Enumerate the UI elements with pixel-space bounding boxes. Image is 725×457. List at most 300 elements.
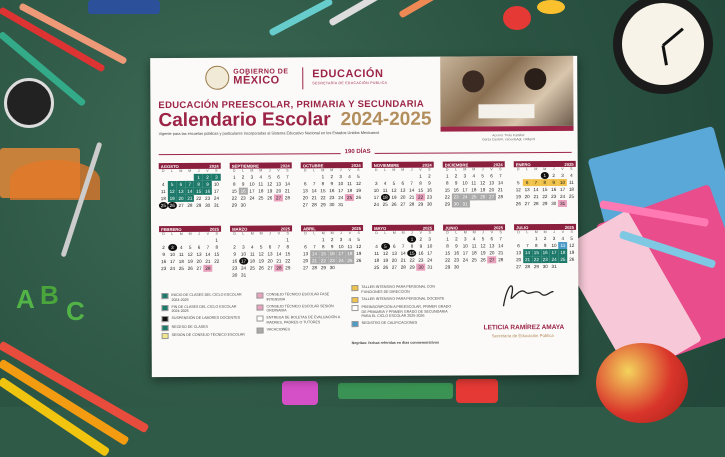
day-cell: 2 (428, 173, 431, 179)
day-cell: 6 (277, 174, 280, 180)
day-cell: 4 (250, 244, 254, 250)
day-cell: 23 (551, 193, 557, 200)
day-cell: 17 (559, 186, 566, 192)
day-cell: 26 (356, 258, 362, 264)
day-cell: 18 (560, 249, 566, 255)
day-cell: 19 (569, 249, 575, 255)
day-cell: 30 (205, 202, 211, 208)
weekday-label: J (268, 168, 271, 173)
mexico-seal-icon (205, 66, 229, 90)
day-cell: 14 (400, 250, 406, 256)
day-cell: 26 (382, 264, 389, 270)
day-cell: 21 (400, 257, 406, 263)
day-cell: 1 (446, 236, 449, 242)
weekday-label: J (481, 167, 484, 172)
day-cell (186, 237, 195, 244)
day-cell: 4 (375, 243, 378, 249)
weekday-label: L (384, 230, 387, 235)
month-julio (514, 224, 576, 270)
weekday-label: M (321, 168, 325, 173)
day-cell: 17 (462, 187, 468, 193)
day-cell: 8 (321, 181, 325, 187)
day-cell: 19 (515, 194, 521, 200)
day-cell: 29 (285, 265, 291, 271)
day-cell: 10 (373, 187, 379, 193)
week-row (301, 264, 363, 271)
day-cell: 27 (400, 201, 406, 207)
day-cell: 30 (453, 264, 460, 270)
day-cell: 12 (258, 251, 264, 257)
day-cell: 18 (258, 188, 264, 194)
weekday-label: M (472, 230, 476, 235)
weekday-label: D (445, 167, 449, 172)
day-cell (177, 237, 186, 244)
day-cell (390, 236, 399, 243)
day-cell (337, 264, 346, 271)
day-cell: 11 (382, 187, 388, 193)
day-cell: 9 (233, 251, 236, 257)
day-cell: 7 (532, 179, 541, 186)
day-cell: 17 (249, 188, 255, 194)
paint-cup (537, 0, 565, 14)
day-cell: 5 (516, 180, 520, 186)
header-divider (302, 67, 303, 89)
day-cell (514, 235, 523, 242)
gob-big-text: MÉXICO (233, 74, 280, 87)
day-cell: 21 (276, 258, 282, 264)
day-cell: 24 (462, 194, 468, 200)
day-cell: 16 (542, 250, 548, 256)
day-cell: 8 (540, 179, 549, 186)
compass (4, 78, 54, 128)
day-cell: 19 (267, 188, 273, 194)
weekday-label: S (357, 231, 360, 236)
day-cell (496, 263, 505, 270)
day-cell: 20 (303, 258, 309, 264)
day-cell: 14 (187, 188, 193, 194)
weekday-label: L (455, 167, 458, 172)
weekday-label: V (561, 229, 565, 234)
day-cell: 1 (321, 174, 325, 180)
day-cell: 28 (284, 195, 291, 201)
day-cell: 26 (169, 202, 175, 209)
month-year: 2025 (422, 225, 433, 231)
month-abril (301, 225, 363, 271)
legend-swatch (351, 297, 358, 303)
day-cell: 7 (499, 173, 502, 179)
day-cell: 4 (259, 174, 263, 180)
day-cell: 24 (551, 256, 557, 263)
day-cell: 2 (455, 236, 458, 242)
day-cell: 30 (426, 201, 433, 207)
day-cell: 23 (329, 258, 335, 264)
day-cell: 22 (445, 257, 451, 263)
day-cell: 4 (472, 236, 476, 242)
weekday-label: S (499, 230, 502, 235)
day-cell (381, 173, 390, 180)
legend-note: Negritas: fechas referidas en días conmemorativos (351, 340, 439, 346)
day-cell: 5 (357, 174, 360, 180)
day-cell: 11 (568, 179, 574, 185)
weekday-label: J (339, 168, 342, 173)
day-cell (567, 200, 576, 207)
day-cell: 4 (179, 244, 183, 250)
day-cell (212, 265, 221, 272)
day-cell: 2 (419, 236, 423, 242)
day-cell: 9 (203, 181, 212, 188)
day-cell: 31 (427, 264, 433, 270)
weekday-label: M (463, 167, 467, 172)
day-cell: 11 (558, 242, 567, 249)
day-cell: 8 (419, 180, 422, 186)
day-cell: 13 (400, 187, 406, 193)
day-cell (389, 173, 398, 180)
weekday-label: M (259, 168, 263, 173)
day-cell: 3 (463, 236, 467, 242)
legend-item (256, 304, 344, 313)
day-cell: 3 (212, 174, 221, 181)
weekday-label: M (401, 230, 405, 235)
day-cell: 14 (276, 251, 282, 257)
day-cell: 23 (329, 195, 335, 201)
day-cell: 9 (454, 180, 458, 186)
photo-bar (441, 126, 574, 132)
day-cell: 17 (551, 249, 557, 256)
week-row (514, 200, 576, 207)
signature-role: Secretaria de Educación Pública (491, 333, 554, 339)
day-cell: 19 (187, 258, 193, 264)
weekday-label: L (313, 231, 316, 236)
day-cell: 24 (169, 265, 176, 272)
day-cell: 16 (453, 250, 460, 256)
day-cell: 27 (303, 265, 309, 271)
day-cell (345, 201, 354, 208)
day-cell: 11 (258, 181, 264, 187)
day-cell: 1 (194, 174, 203, 181)
day-cell: 25 (560, 256, 566, 262)
day-cell: 4 (161, 182, 165, 188)
day-cell: 10 (249, 181, 255, 187)
day-cell: 20 (302, 195, 308, 201)
day-cell: 19 (480, 250, 486, 256)
day-cell: 5 (188, 244, 192, 250)
day-cell: 16 (329, 188, 335, 194)
day-cell: 4 (570, 172, 573, 178)
day-cell: 25 (568, 193, 575, 199)
day-cell: 12 (267, 181, 273, 187)
day-cell: 9 (162, 252, 165, 258)
legend-text: SUSPENSIÓN DE LABORES DOCENTES (171, 315, 241, 321)
day-cell: 19 (258, 258, 264, 264)
day-cell: 29 (542, 201, 548, 207)
day-cell: 31 (560, 200, 566, 206)
apple (596, 343, 688, 423)
day-cell: 11 (471, 243, 477, 249)
weekday-label: D (233, 231, 236, 236)
day-cell: 6 (490, 236, 494, 242)
day-cell: 12 (187, 251, 193, 257)
day-cell: 20 (488, 187, 495, 193)
letter-b: B (40, 280, 59, 310)
day-cell: 18 (178, 258, 184, 264)
day-cell: 17 (338, 251, 344, 257)
day-cell: 1 (445, 173, 449, 179)
legend-swatch (352, 321, 359, 327)
weekday-label: M (534, 167, 538, 172)
day-cell: 7 (286, 174, 289, 180)
calendar-year: 2024-2025 (340, 108, 432, 131)
weekday-label: V (206, 168, 209, 173)
day-cell: 20 (275, 188, 282, 194)
day-cell (248, 202, 257, 209)
weekday-label: V (490, 167, 493, 172)
day-cell: 11 (471, 180, 477, 186)
day-cell: 15 (542, 187, 548, 193)
day-cell: 18 (160, 196, 166, 202)
educacion-logo-text: EDUCACIÓN (312, 67, 384, 81)
legend-item (352, 321, 452, 328)
legend-swatch (351, 285, 358, 291)
day-cell: 26 (258, 265, 264, 271)
day-cell: 26 (569, 256, 575, 262)
day-cell: 20 (516, 257, 522, 263)
day-cell: 18 (471, 250, 477, 256)
day-cell: 22 (320, 258, 326, 264)
day-cell: 31 (551, 263, 557, 270)
sharpener (282, 381, 318, 405)
day-cell: 10 (338, 244, 344, 250)
day-cell (399, 236, 408, 243)
day-cell (275, 271, 284, 278)
day-cell: 20 (524, 194, 530, 200)
day-cell (301, 236, 310, 243)
day-cell: 24 (240, 265, 247, 271)
month-name: ABRIL (303, 225, 316, 231)
day-cell: 28 (311, 202, 317, 208)
day-cell: 23 (418, 257, 424, 263)
day-cell: 7 (313, 244, 316, 250)
day-cell: 31 (213, 202, 220, 208)
day-cell: 1 (321, 237, 325, 243)
weekday-label: D (162, 232, 165, 237)
day-cell (185, 174, 194, 181)
day-cell (381, 236, 390, 243)
legend-column-1 (161, 293, 246, 342)
month-agosto (159, 163, 221, 209)
day-cell: 24 (560, 193, 566, 199)
day-cell: 13 (267, 251, 273, 257)
day-cell (203, 237, 212, 244)
day-cell: 7 (206, 244, 210, 250)
month-noviembre (372, 162, 434, 208)
weekday-label: V (419, 230, 423, 235)
calendar-title: Calendario Escolar 2024-2025 (158, 108, 432, 132)
weekday-label: J (198, 231, 200, 236)
day-cell (372, 173, 381, 180)
week-row (230, 201, 292, 208)
day-cell (257, 272, 266, 279)
month-name: FEBRERO (161, 226, 182, 232)
month-year: 2024 (422, 162, 432, 168)
day-cell: 26 (480, 257, 486, 263)
day-cell: 3 (561, 172, 564, 178)
weekday-label: L (455, 230, 458, 235)
legend-item (162, 333, 247, 339)
week-row (230, 271, 292, 278)
legend-item (162, 316, 247, 322)
day-cell (283, 201, 292, 208)
day-cell: 3 (428, 236, 431, 242)
weekday-label: V (419, 167, 422, 172)
day-cell: 24 (213, 195, 220, 201)
day-cell: 1 (286, 237, 289, 243)
day-cell: 22 (231, 195, 237, 201)
day-cell: 27 (196, 265, 202, 271)
day-cell: 18 (346, 188, 353, 194)
legend-text: TALLER INTENSIVO PARA PERSONAL DOCENTE (361, 296, 445, 301)
day-cell: 2 (162, 245, 165, 251)
day-cell: 27 (178, 202, 184, 208)
day-cell: 7 (185, 181, 194, 188)
legend-swatch (162, 325, 169, 331)
day-cell: 14 (311, 188, 317, 194)
educacion-sub-text: SECRETARÍA DE EDUCACIÓN PÚBLICA (312, 80, 388, 86)
day-cell: 3 (463, 173, 467, 179)
day-cell: 27 (524, 201, 530, 207)
day-cell (248, 237, 257, 244)
month-year: 2025 (209, 226, 220, 232)
day-cell: 31 (462, 201, 468, 207)
day-cell (256, 202, 265, 209)
day-cell: 13 (516, 250, 522, 256)
day-cell: 21 (284, 188, 291, 194)
day-cell: 10 (213, 181, 219, 187)
day-cell: 30 (232, 272, 238, 278)
weekday-label: J (197, 168, 200, 173)
gobierno-logo (205, 65, 288, 89)
day-cell: 21 (187, 195, 193, 201)
day-cell: 15 (214, 251, 220, 257)
day-cell (301, 173, 310, 180)
day-cell: 3 (374, 180, 378, 186)
day-cell: 29 (231, 202, 237, 208)
day-cell: 14 (409, 187, 415, 193)
day-cell: 13 (303, 251, 309, 257)
weekday-label: J (553, 230, 555, 235)
month-year: 2024 (493, 161, 503, 167)
day-cell: 12 (480, 243, 486, 249)
day-cell: 20 (178, 195, 184, 201)
day-cell: 29 (196, 202, 202, 208)
legend-swatch (162, 316, 169, 322)
day-cell: 4 (348, 237, 352, 243)
day-cell: 7 (401, 243, 405, 249)
week-row (159, 202, 221, 209)
legend-item (351, 296, 451, 303)
day-cell: 23 (240, 195, 246, 201)
weekday-label: D (303, 168, 307, 173)
legend-item (161, 293, 246, 302)
day-cell: 13 (178, 188, 184, 194)
day-cell: 17 (338, 188, 344, 194)
legend-item (351, 285, 451, 295)
month-mayo (372, 225, 434, 271)
month-year: 2024 (280, 162, 290, 168)
day-cell: 15 (533, 250, 539, 256)
day-cell: 18 (568, 186, 574, 192)
day-cell: 13 (524, 187, 530, 193)
day-cell: 7 (526, 243, 529, 249)
weekday-label: M (330, 168, 334, 173)
day-cell: 9 (330, 181, 334, 187)
legend-swatch (351, 305, 358, 311)
month-name: JULIO (516, 224, 529, 230)
day-cell: 10 (551, 242, 557, 249)
day-cell: 11 (178, 251, 184, 257)
weekday-label: M (392, 167, 396, 172)
weekday-label: S (357, 168, 360, 173)
day-cell: 22 (542, 194, 548, 200)
day-cell: 5 (481, 236, 485, 242)
day-cell: 11 (160, 189, 166, 195)
day-cell: 23 (426, 194, 433, 200)
day-cell: 9 (428, 180, 431, 186)
day-cell: 4 (348, 174, 351, 180)
day-cell (488, 263, 497, 270)
day-cell: 28 (187, 202, 193, 208)
day-cell (496, 200, 505, 207)
day-cell: 25 (347, 195, 353, 201)
month-year: 2024 (351, 162, 361, 168)
day-cell: 24 (338, 195, 344, 201)
day-cell: 21 (205, 258, 211, 264)
weekday-label: V (277, 231, 281, 236)
month-year: 2025 (493, 224, 504, 230)
day-cell: 17 (213, 188, 220, 194)
day-cell (265, 201, 274, 208)
legend-text: PREINSCRIPCIÓN A PREESCOLAR, PRIMER GRADO DE PRIMARIA Y PRIMER GRADO DE SECUNDARIA PARA EL CICLO ESCOLAR 2025-2026 (361, 304, 452, 319)
day-cell: 11 (249, 251, 255, 257)
legend-swatch (256, 304, 263, 310)
legend-text: FIN DE CLASES DEL CICLO ESCOLAR 2024-2025 (171, 304, 237, 314)
day-cell: 17 (427, 250, 433, 256)
legend-item (351, 305, 451, 319)
month-name: ENERO (515, 161, 531, 167)
day-cell: 25 (347, 258, 353, 264)
week-row (514, 263, 576, 270)
day-cell: 17 (240, 258, 247, 264)
weekday-label: J (552, 167, 555, 172)
days-divider (159, 148, 572, 158)
day-cell: 25 (471, 194, 477, 200)
day-cell: 29 (320, 265, 326, 271)
month-diciembre (443, 161, 505, 207)
day-cell: 29 (409, 264, 415, 270)
day-cell: 29 (533, 264, 539, 270)
weekday-label: V (561, 166, 564, 171)
day-cell: 17 (169, 258, 176, 265)
day-cell: 8 (286, 244, 290, 250)
day-cell: 16 (426, 187, 433, 193)
weekday-label: L (313, 168, 316, 173)
photo-caption: Acervo: "Foto Familia" Garza Castelo, escuelaAgt, códigoS (482, 133, 536, 142)
day-cell (230, 237, 239, 244)
legend-text: INICIO DE CLASES DEL CICLO ESCOLAR 2024-2025 (171, 292, 242, 302)
day-cell: 16 (418, 250, 424, 256)
day-cell (354, 201, 363, 208)
weekday-label: M (250, 168, 254, 173)
day-cell: 14 (533, 187, 539, 193)
